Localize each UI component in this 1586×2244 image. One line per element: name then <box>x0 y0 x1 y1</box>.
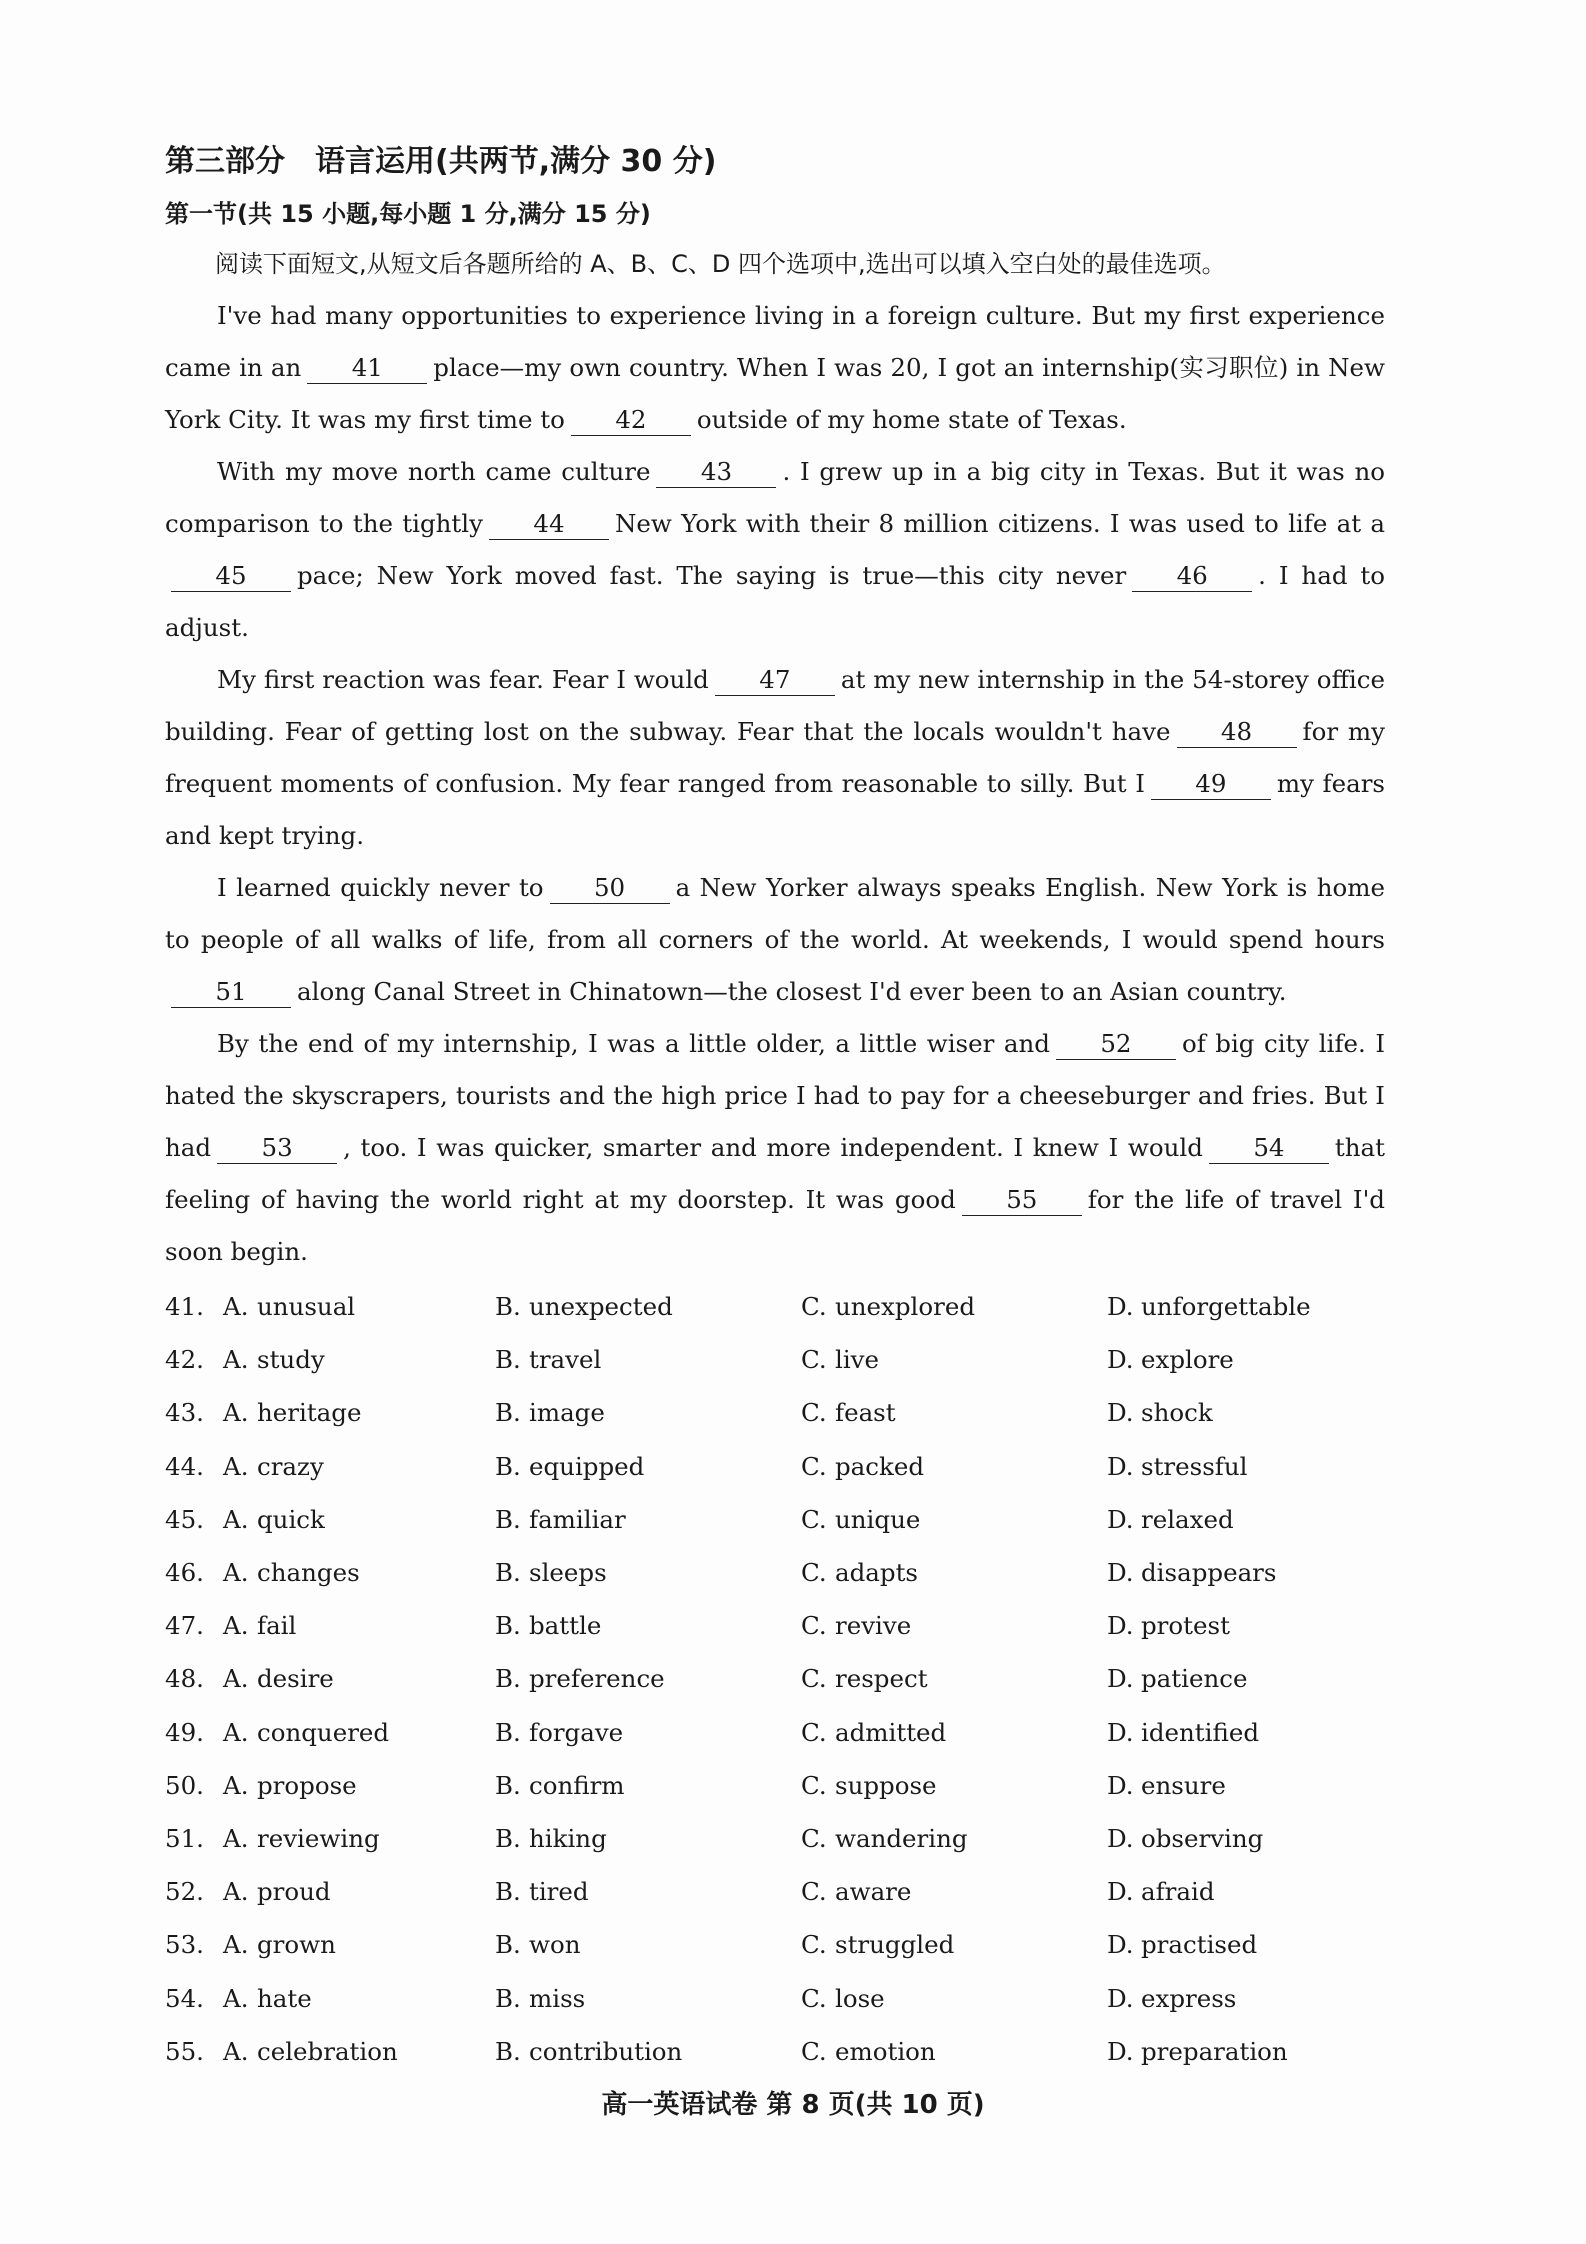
option-text: heritage <box>257 1398 362 1428</box>
option-a <box>223 1664 495 1693</box>
option-text: stressful <box>1141 1451 1248 1481</box>
option-text: reviewing <box>257 1823 380 1853</box>
option-text: forgave <box>529 1717 624 1747</box>
passage-text: With my move north came culture <box>217 457 651 486</box>
option-a <box>223 1611 495 1640</box>
paragraph-4 <box>165 862 1385 1018</box>
blank-48: 48 <box>1177 717 1297 748</box>
blank-43: 43 <box>656 457 776 488</box>
option-a <box>223 1505 495 1534</box>
option-text: express <box>1141 1983 1237 2013</box>
option-text: sleeps <box>529 1558 607 1588</box>
option-letter: A. <box>223 1451 249 1481</box>
option-letter: B. <box>495 1770 521 1800</box>
option-letter: D. <box>1107 2036 1134 2066</box>
option-d <box>1107 1771 1385 1800</box>
option-letter: A. <box>223 1345 249 1375</box>
option-letter: B. <box>495 1664 521 1694</box>
option-row <box>165 1865 1385 1918</box>
option-text: feast <box>835 1398 896 1428</box>
option-text: preference <box>529 1664 665 1694</box>
blank-47: 47 <box>715 665 835 696</box>
option-a <box>223 1984 495 2013</box>
option-a <box>223 1824 495 1853</box>
option-c <box>801 1824 1107 1853</box>
option-a <box>223 1292 495 1321</box>
blank-50: 50 <box>550 873 670 904</box>
question-number: 46. <box>165 1558 204 1588</box>
option-letter: D. <box>1107 1717 1134 1747</box>
option-letter: A. <box>223 1664 249 1694</box>
option-text: struggled <box>835 1930 955 1960</box>
option-text: aware <box>835 1877 912 1907</box>
option-letter: B. <box>495 1345 521 1375</box>
option-row <box>165 1971 1385 2024</box>
option-text: propose <box>257 1770 357 1800</box>
option-letter: C. <box>801 1770 827 1800</box>
part-title: 第三部分 <box>165 144 285 179</box>
option-a <box>223 1877 495 1906</box>
option-letter: D. <box>1107 1664 1134 1694</box>
option-letter: B. <box>495 1877 521 1907</box>
question-number: 41. <box>165 1292 204 1322</box>
option-c <box>801 2037 1107 2066</box>
question-number: 49. <box>165 1717 204 1747</box>
part-subtitle: 语言运用(共两节,满分 30 分) <box>315 144 717 179</box>
option-letter: D. <box>1107 1770 1134 1800</box>
paragraph-1 <box>165 290 1385 446</box>
option-letter: B. <box>495 2036 521 2066</box>
option-letter: C. <box>801 1558 827 1588</box>
option-letter: A. <box>223 1292 249 1322</box>
option-c <box>801 1984 1107 2013</box>
option-letter: A. <box>223 1504 249 1534</box>
option-d <box>1107 1718 1385 1747</box>
blank-49: 49 <box>1151 769 1271 800</box>
option-letter: D. <box>1107 1345 1134 1375</box>
passage-text: pace; New York moved fast. The saying is true—this city never <box>297 561 1127 590</box>
option-b <box>495 1452 801 1481</box>
option-d <box>1107 1984 1385 2013</box>
option-text: confirm <box>529 1770 625 1800</box>
option-letter: D. <box>1107 1292 1134 1322</box>
option-text: study <box>257 1345 325 1375</box>
option-d <box>1107 1824 1385 1853</box>
option-a <box>223 1930 495 1959</box>
question-number: 43. <box>165 1398 204 1428</box>
option-c <box>801 1877 1107 1906</box>
blank-52: 52 <box>1056 1029 1176 1060</box>
option-a <box>223 2037 495 2066</box>
part-heading <box>165 140 1385 184</box>
option-text: image <box>529 1398 605 1428</box>
passage-text: I've had many opportunities to experience living in a foreign culture. But my first experience came in an <box>165 301 1385 382</box>
option-letter: B. <box>495 1983 521 2013</box>
option-letter: C. <box>801 1398 827 1428</box>
option-letter: C. <box>801 1451 827 1481</box>
question-number: 42. <box>165 1345 204 1375</box>
option-b <box>495 1984 801 2013</box>
passage-text: I learned quickly never to <box>217 873 544 902</box>
option-row <box>165 1386 1385 1439</box>
option-b <box>495 1345 801 1374</box>
blank-51: 51 <box>171 977 291 1008</box>
option-c <box>801 1398 1107 1427</box>
option-text: live <box>835 1345 880 1375</box>
option-text: travel <box>529 1345 602 1375</box>
option-d <box>1107 1292 1385 1321</box>
option-letter: A. <box>223 1717 249 1747</box>
option-text: packed <box>835 1451 925 1481</box>
option-letter: A. <box>223 1558 249 1588</box>
option-text: unforgettable <box>1141 1292 1311 1322</box>
option-text: protest <box>1141 1611 1230 1641</box>
option-d <box>1107 1664 1385 1693</box>
option-text: familiar <box>529 1504 626 1534</box>
option-letter: B. <box>495 1611 521 1641</box>
option-text: disappears <box>1141 1558 1277 1588</box>
option-d <box>1107 1452 1385 1481</box>
blank-45: 45 <box>171 561 291 592</box>
option-text: lose <box>835 1983 885 2013</box>
option-text: shock <box>1141 1398 1213 1428</box>
option-row <box>165 1546 1385 1599</box>
option-c <box>801 1505 1107 1534</box>
passage-text: My first reaction was fear. Fear I would <box>217 665 709 694</box>
option-text: unusual <box>257 1292 356 1322</box>
option-text: practised <box>1141 1930 1258 1960</box>
option-d <box>1107 2037 1385 2066</box>
option-letter: D. <box>1107 1504 1134 1534</box>
blank-54: 54 <box>1209 1133 1329 1164</box>
option-d <box>1107 1505 1385 1534</box>
option-a <box>223 1558 495 1587</box>
blank-53: 53 <box>217 1133 337 1164</box>
option-c <box>801 1664 1107 1693</box>
question-number: 45. <box>165 1504 204 1534</box>
question-number: 47. <box>165 1611 204 1641</box>
option-b <box>495 1664 801 1693</box>
option-letter: D. <box>1107 1823 1134 1853</box>
option-letter: D. <box>1107 1983 1134 2013</box>
option-text: ensure <box>1141 1770 1226 1800</box>
passage-text: , too. I was quicker, smarter and more independent. I knew I would <box>343 1133 1203 1162</box>
option-text: emotion <box>835 2036 936 2066</box>
option-text: revive <box>835 1611 912 1641</box>
option-d <box>1107 1611 1385 1640</box>
option-c <box>801 1452 1107 1481</box>
option-d <box>1107 1345 1385 1374</box>
blank-44: 44 <box>489 509 609 540</box>
option-text: respect <box>835 1664 928 1694</box>
option-c <box>801 1558 1107 1587</box>
option-text: adapts <box>835 1558 918 1588</box>
option-text: suppose <box>835 1770 937 1800</box>
option-letter: D. <box>1107 1611 1134 1641</box>
option-letter: C. <box>801 1345 827 1375</box>
passage <box>165 290 1385 1278</box>
passage-text: of big city life. I hated the skyscrapers, tourists and the high price I had to pay for a cheeseburger and fries. But I had <box>165 1029 1385 1162</box>
option-text: crazy <box>257 1451 324 1481</box>
passage-text: . I grew up in a big city in Texas. But it was no comparison to the tightly <box>165 457 1385 538</box>
option-text: conquered <box>257 1717 390 1747</box>
page-content <box>165 140 1385 2078</box>
option-text: proud <box>257 1877 331 1907</box>
option-letter: D. <box>1107 1877 1134 1907</box>
option-d <box>1107 1558 1385 1587</box>
question-number: 53. <box>165 1930 204 1960</box>
question-number: 50. <box>165 1770 204 1800</box>
option-letter: B. <box>495 1823 521 1853</box>
option-a <box>223 1718 495 1747</box>
option-text: fail <box>257 1611 297 1641</box>
option-a <box>223 1345 495 1374</box>
option-letter: C. <box>801 1877 827 1907</box>
passage-text: . I had to adjust. <box>165 561 1385 642</box>
option-text: relaxed <box>1141 1504 1234 1534</box>
option-text: patience <box>1141 1664 1248 1694</box>
option-letter: C. <box>801 2036 827 2066</box>
option-letter: A. <box>223 1823 249 1853</box>
option-letter: A. <box>223 1611 249 1641</box>
section-title: 第一节(共 15 小题,每小题 1 分,满分 15 分) <box>165 200 651 228</box>
option-text: hiking <box>529 1823 607 1853</box>
paragraph-5 <box>165 1018 1385 1278</box>
option-text: unexplored <box>835 1292 976 1322</box>
question-number: 48. <box>165 1664 204 1694</box>
option-b <box>495 1505 801 1534</box>
option-letter: B. <box>495 1558 521 1588</box>
option-letter: C. <box>801 1504 827 1534</box>
option-d <box>1107 1877 1385 1906</box>
blank-42: 42 <box>571 405 691 436</box>
page-footer: 高一英语试卷 第 8 页(共 10 页) <box>601 2090 985 2120</box>
option-text: observing <box>1141 1823 1264 1853</box>
option-letter: A. <box>223 1930 249 1960</box>
option-letter: B. <box>495 1717 521 1747</box>
option-text: equipped <box>529 1451 645 1481</box>
option-text: unique <box>835 1504 921 1534</box>
option-row <box>165 1493 1385 1546</box>
option-c <box>801 1345 1107 1374</box>
question-number: 51. <box>165 1823 204 1853</box>
option-c <box>801 1611 1107 1640</box>
option-text: unexpected <box>529 1292 673 1322</box>
option-text: afraid <box>1141 1877 1215 1907</box>
option-text: explore <box>1141 1345 1234 1375</box>
option-text: grown <box>257 1930 336 1960</box>
options-list <box>165 1280 1385 2078</box>
option-d <box>1107 1398 1385 1427</box>
option-text: changes <box>257 1558 360 1588</box>
option-c <box>801 1718 1107 1747</box>
option-b <box>495 1718 801 1747</box>
passage-text: for my frequent moments of confusion. My fear ranged from reasonable to silly. But I <box>165 717 1385 798</box>
option-letter: C. <box>801 1611 827 1641</box>
passage-text: By the end of my internship, I was a little older, a little wiser and <box>217 1029 1050 1058</box>
option-letter: C. <box>801 1930 827 1960</box>
option-c <box>801 1771 1107 1800</box>
passage-text: at my new internship in the 54-storey office building. Fear of getting lost on the subway. Fear that the locals wouldn't have <box>165 665 1385 746</box>
option-row <box>165 2025 1385 2078</box>
option-a <box>223 1452 495 1481</box>
option-letter: C. <box>801 1292 827 1322</box>
option-d <box>1107 1930 1385 1959</box>
paragraph-2 <box>165 446 1385 654</box>
option-row <box>165 1280 1385 1333</box>
option-b <box>495 1398 801 1427</box>
option-b <box>495 1558 801 1587</box>
paragraph-3 <box>165 654 1385 862</box>
option-letter: A. <box>223 1770 249 1800</box>
option-letter: C. <box>801 1983 827 2013</box>
option-a <box>223 1771 495 1800</box>
option-b <box>495 1877 801 1906</box>
passage-text: that feeling of having the world right at my doorstep. It was good <box>165 1133 1385 1214</box>
option-letter: B. <box>495 1398 521 1428</box>
option-row <box>165 1440 1385 1493</box>
option-text: preparation <box>1141 2036 1288 2066</box>
option-letter: C. <box>801 1823 827 1853</box>
option-text: contribution <box>529 2036 683 2066</box>
option-letter: C. <box>801 1717 827 1747</box>
option-text: identified <box>1141 1717 1260 1747</box>
option-letter: B. <box>495 1504 521 1534</box>
option-row <box>165 1599 1385 1652</box>
option-text: celebration <box>257 2036 398 2066</box>
question-number: 55. <box>165 2036 204 2066</box>
option-b <box>495 1824 801 1853</box>
option-a <box>223 1398 495 1427</box>
option-c <box>801 1292 1107 1321</box>
instruction: 阅读下面短文,从短文后各题所给的 A、B、C、D 四个选项中,选出可以填入空白处的最佳选项。 <box>215 250 1226 278</box>
question-number: 44. <box>165 1451 204 1481</box>
option-letter: B. <box>495 1451 521 1481</box>
blank-46: 46 <box>1132 561 1252 592</box>
passage-text: for the life of travel I'd soon begin. <box>165 1185 1385 1266</box>
passage-text: outside of my home state of Texas. <box>696 405 1127 434</box>
option-letter: D. <box>1107 1930 1134 1960</box>
option-text: won <box>529 1930 581 1960</box>
option-letter: C. <box>801 1664 827 1694</box>
option-letter: B. <box>495 1930 521 1960</box>
blank-55: 55 <box>962 1185 1082 1216</box>
option-text: admitted <box>835 1717 947 1747</box>
option-letter: A. <box>223 1983 249 2013</box>
option-row <box>165 1652 1385 1705</box>
option-row <box>165 1706 1385 1759</box>
option-letter: A. <box>223 1877 249 1907</box>
option-c <box>801 1930 1107 1959</box>
option-letter: D. <box>1107 1398 1134 1428</box>
passage-text: along Canal Street in Chinatown—the closest I'd ever been to an Asian country. <box>297 977 1287 1006</box>
option-row <box>165 1333 1385 1386</box>
option-row <box>165 1759 1385 1812</box>
option-row <box>165 1812 1385 1865</box>
option-text: battle <box>529 1611 602 1641</box>
option-b <box>495 1930 801 1959</box>
passage-text: my fears and kept trying. <box>165 769 1385 850</box>
option-text: desire <box>257 1664 334 1694</box>
option-text: quick <box>257 1504 325 1534</box>
option-letter: B. <box>495 1292 521 1322</box>
question-number: 52. <box>165 1877 204 1907</box>
blank-41: 41 <box>307 353 427 384</box>
option-b <box>495 2037 801 2066</box>
question-number: 54. <box>165 1983 204 2013</box>
option-b <box>495 1292 801 1321</box>
option-row <box>165 1918 1385 1971</box>
option-b <box>495 1611 801 1640</box>
option-letter: D. <box>1107 1451 1134 1481</box>
option-letter: A. <box>223 2036 249 2066</box>
passage-text: place—my own country. When I was 20, I got an internship(实习职位) in New York City. It was my first time to <box>165 353 1386 434</box>
option-text: wandering <box>835 1823 968 1853</box>
passage-text: New York with their 8 million citizens. I was used to life at a <box>614 509 1385 538</box>
option-b <box>495 1771 801 1800</box>
option-text: hate <box>257 1983 312 2013</box>
option-letter: D. <box>1107 1558 1134 1588</box>
passage-text: a New Yorker always speaks English. New York is home to people of all walks of life, from all corners of the world. At weekends, I would spend hours <box>165 873 1385 954</box>
option-text: miss <box>529 1983 586 2013</box>
option-text: tired <box>529 1877 589 1907</box>
option-letter: A. <box>223 1398 249 1428</box>
